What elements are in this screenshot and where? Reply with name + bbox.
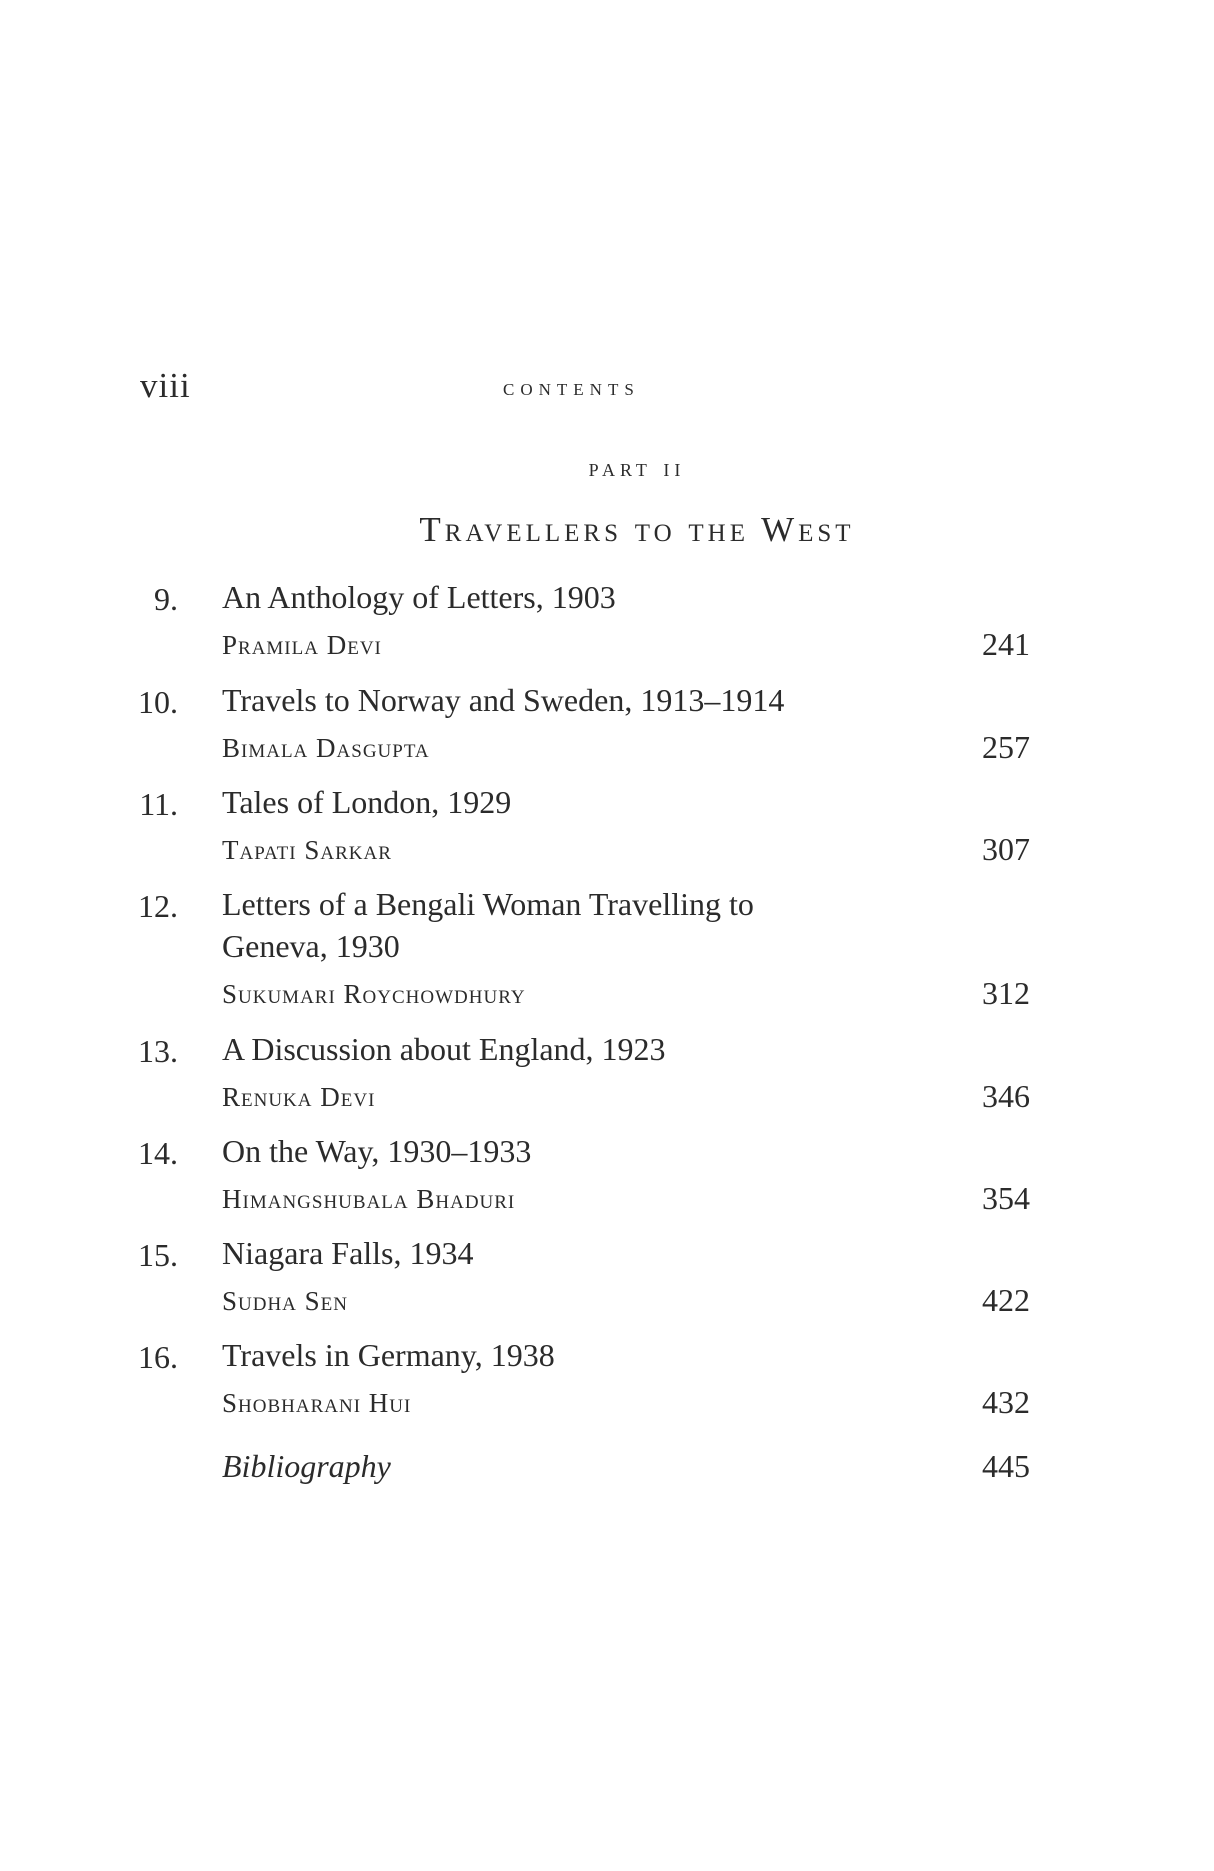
entry-number: 14. [138, 1135, 178, 1171]
entry-number: 15. [138, 1237, 178, 1273]
entry-author: Pramila Devi [222, 630, 382, 660]
entry-author: Bimala Dasgupta [222, 733, 430, 763]
entry-title: Letters of a Bengali Woman Travelling to Geneva, 1930 [222, 886, 754, 964]
entry-page: 354 [982, 1180, 1030, 1216]
entry-author: Himangshubala Bhaduri [222, 1184, 516, 1214]
part-title: Travellers to the West [419, 510, 855, 549]
page-number: viii [140, 366, 191, 405]
entry-title: Travels to Norway and Sweden, 1913–1914 [222, 682, 785, 718]
entry-page: 241 [982, 626, 1030, 662]
entry-author: Sudha Sen [222, 1286, 348, 1316]
entry-title: On the Way, 1930–1933 [222, 1133, 532, 1169]
entry-number: 12. [138, 888, 178, 924]
entry-page: 312 [982, 975, 1030, 1011]
entry-number: 13. [138, 1033, 178, 1069]
part-label: part ii [588, 453, 686, 482]
entry-number: 10. [138, 684, 178, 720]
entry-page: 432 [982, 1384, 1030, 1420]
entry-title: A Discussion about England, 1923 [222, 1031, 666, 1067]
entry-number: 11. [139, 786, 178, 822]
entry-title: An Anthology of Letters, 1903 [222, 579, 616, 615]
entry-number: 9. [154, 581, 178, 617]
entry-title: Travels in Germany, 1938 [222, 1337, 555, 1373]
entry-author: Sukumari Roychowdhury [222, 979, 526, 1009]
entry-author: Shobharani Hui [222, 1388, 412, 1418]
entry-title: Niagara Falls, 1934 [222, 1235, 474, 1271]
entry-page: 257 [982, 729, 1030, 765]
bibliography-label: Bibliography [222, 1448, 391, 1484]
entry-page: 346 [982, 1078, 1030, 1114]
entry-page: 422 [982, 1282, 1030, 1318]
bibliography-page: 445 [982, 1448, 1030, 1484]
entry-page: 307 [982, 831, 1030, 867]
entry-author: Renuka Devi [222, 1082, 376, 1112]
entry-number: 16. [138, 1339, 178, 1375]
running-head: contents [503, 375, 640, 401]
entry-title: Tales of London, 1929 [222, 784, 512, 820]
entry-author: Tapati Sarkar [222, 835, 392, 865]
